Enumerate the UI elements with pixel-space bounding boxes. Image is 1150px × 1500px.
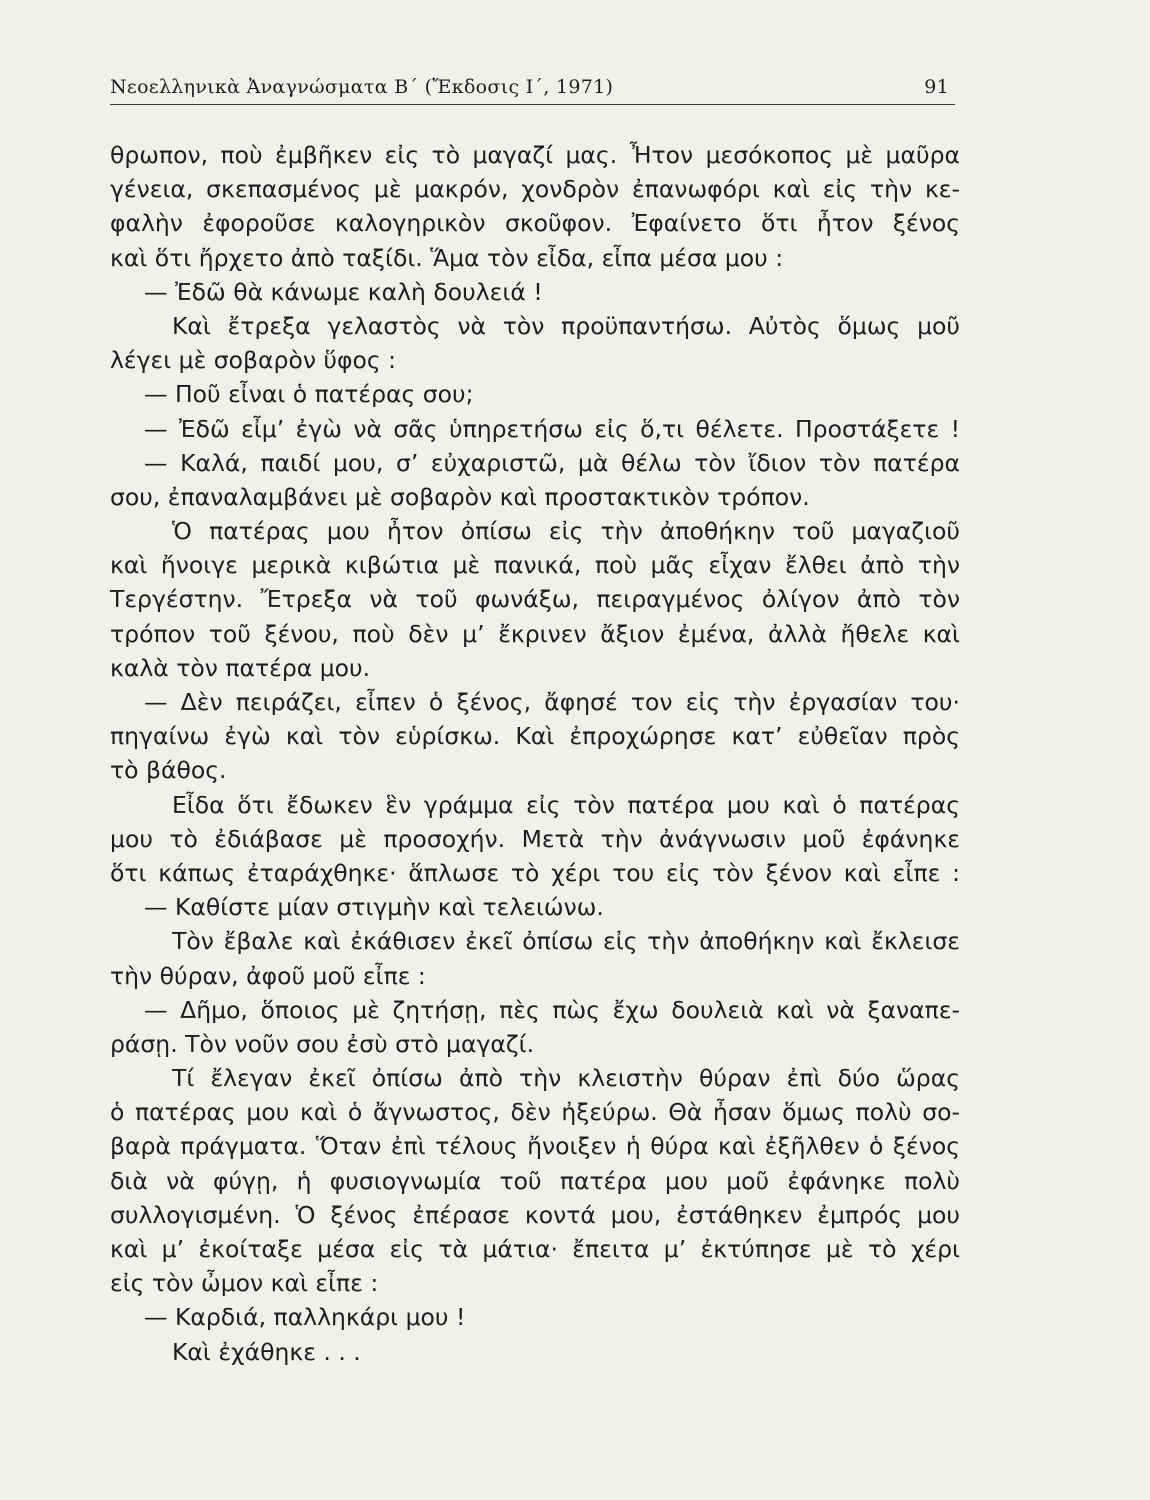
text-line: ὅτι κάπως ἐταράχθηκε· ἅπλωσε τὸ χέρι του εἰς τὸν ξένον καὶ εἶπε : bbox=[110, 858, 960, 887]
dialogue-line: — Καλά, παιδί μου, σ’ εὐχαριστῶ, μὰ θέλω τὸν ἴδιον τὸν πατέρα bbox=[144, 448, 960, 477]
text-line: συλλογισμένη. Ὁ ξένος ἐπέρασε κοντά μου, ἐστάθηκεν ἐμπρός μου bbox=[110, 1200, 960, 1229]
text-line: Τεργέστην. Ἔτρεξα νὰ τοῦ φωνάξω, πειραγμένος ὀλίγον ἀπὸ τὸν bbox=[110, 585, 960, 614]
text-line: τρόπον τοῦ ξένου, ποὺ δὲν μ’ ἔκρινεν ἄξιον ἐμένα, ἀλλὰ ἤθελε καὶ bbox=[110, 619, 960, 648]
page-number: 91 bbox=[924, 76, 949, 98]
dialogue-line: — Ποῦ εἶναι ὁ πατέρας σου; bbox=[144, 380, 474, 409]
text-line: καὶ ἤνοιγε μερικὰ κιβώτια μὲ πανικά, ποὺ μᾶς εἶχαν ἔλθει ἀπὸ τὴν bbox=[110, 551, 960, 580]
paragraph-start: Εἶδα ὅτι ἔδωκεν ἓν γράμμα εἰς τὸν πατέρα μου καὶ ὁ πατέρας bbox=[172, 790, 960, 819]
paragraph-start: Ὁ πατέρας μου ἦτον ὀπίσω εἰς τὴν ἀποθήκην τοῦ μαγαζιοῦ bbox=[172, 517, 960, 546]
text-line: διὰ νὰ φύγῃ, ἡ φυσιογνωμία τοῦ πατέρα μου μοῦ ἐφάνηκε πολὺ bbox=[110, 1166, 960, 1195]
dialogue-line: — Δῆμο, ὅποιος μὲ ζητήσῃ, πὲς πὼς ἔχω δουλειὰ καὶ νὰ ξαναπε- bbox=[144, 995, 960, 1024]
text-line: γένεια, σκεπασμένος μὲ μακρόν, χονδρὸν ἐπανωφόρι καὶ εἰς τὴν κε- bbox=[110, 175, 960, 204]
paragraph-start: Τὸν ἔβαλε καὶ ἐκάθισεν ἐκεῖ ὀπίσω εἰς τὴν ἀποθήκην καὶ ἔκλεισε bbox=[172, 927, 960, 956]
text-line: ράσῃ. Τὸν νοῦν σου ἐσὺ στὸ μαγαζί. bbox=[110, 1029, 535, 1058]
paragraph-start: Καὶ ἐχάθηκε . . . bbox=[172, 1337, 361, 1366]
text-line: εἰς τὸν ὦμον καὶ εἶπε : bbox=[110, 1269, 379, 1298]
dialogue-line: — Ἐδῶ εἶμ’ ἐγὼ νὰ σᾶς ὑπηρετήσω εἰς ὅ,τι θέλετε. Προστάξετε ! bbox=[144, 414, 960, 443]
running-header bbox=[110, 70, 955, 105]
text-line: καλὰ τὸν πατέρα μου. bbox=[110, 653, 371, 682]
body-text bbox=[110, 138, 960, 1369]
text-line: καὶ ὅτι ἤρχετο ἀπὸ ταξίδι. Ἅμα τὸν εἶδα, εἶπα μέσα μου : bbox=[110, 243, 784, 272]
dialogue-line: — Καρδιά, παλληκάρι μου ! bbox=[144, 1303, 466, 1332]
text-line: φαλὴν ἐφοροῦσε καλογηρικὸν σκοῦφον. Ἐφαίνετο ὅτι ἦτον ξένος bbox=[110, 209, 960, 238]
text-line: λέγει μὲ σοβαρὸν ὕφος : bbox=[110, 346, 397, 375]
paragraph-start: Τί ἔλεγαν ἐκεῖ ὀπίσω ἀπὸ τὴν κλειστὴν θύραν ἐπὶ δύο ὥρας bbox=[172, 1064, 960, 1093]
text-line: τὸ βάθος. bbox=[110, 756, 227, 785]
text-line: καὶ μ’ ἐκοίταξε μέσα εἰς τὰ μάτια· ἔπειτα μ’ ἐκτύπησε μὲ τὸ χέρι bbox=[110, 1235, 960, 1263]
paragraph-start: Καὶ ἔτρεξα γελαστὸς νὰ τὸν προϋπαντήσω. Αὐτὸς ὅμως μοῦ bbox=[172, 311, 960, 340]
text-line: ὁ πατέρας μου καὶ ὁ ἄγνωστος, δὲν ἠξεύρω. Θὰ ἦσαν ὅμως πολὺ σο- bbox=[110, 1098, 960, 1127]
dialogue-line: — Ἐδῶ θὰ κάνωμε καλὴ δουλειά ! bbox=[144, 277, 543, 306]
dialogue-line: — Δὲν πειράζει, εἶπεν ὁ ξένος, ἄφησέ τον εἰς τὴν ἐργασίαν του· bbox=[144, 688, 960, 716]
book-title: Νεοελληνικὰ Ἀναγνώσματα Β΄ (Ἔκδοσις Ι΄, 1971) bbox=[110, 76, 614, 98]
text-line: σου, ἐπαναλαμβάνει μὲ σοβαρὸν καὶ προστακτικὸν τρόπον. bbox=[110, 482, 810, 511]
dialogue-line: — Καθίστε μίαν στιγμὴν καὶ τελειώνω. bbox=[144, 893, 604, 922]
text-line: θρωπον, ποὺ ἐμβῆκεν εἰς τὸ μαγαζί μας. Ἦτον μεσόκοπος μὲ μαῦρα bbox=[110, 141, 960, 169]
text-line: πηγαίνω ἐγὼ καὶ τὸν εὑρίσκω. Καὶ ἐπροχώρησε κατ’ εὐθεῖαν πρὸς bbox=[110, 722, 960, 751]
text-line: μου τὸ ἐδιάβασε μὲ προσοχήν. Μετὰ τὴν ἀνάγνωσιν μοῦ ἐφάνηκε bbox=[110, 824, 960, 853]
text-line: βαρὰ πράγματα. Ὅταν ἐπὶ τέλους ἤνοιξεν ἡ θύρα καὶ ἐξῆλθεν ὁ ξένος bbox=[110, 1132, 960, 1161]
text-line: τὴν θύραν, ἀφοῦ μοῦ εἶπε : bbox=[110, 961, 426, 990]
